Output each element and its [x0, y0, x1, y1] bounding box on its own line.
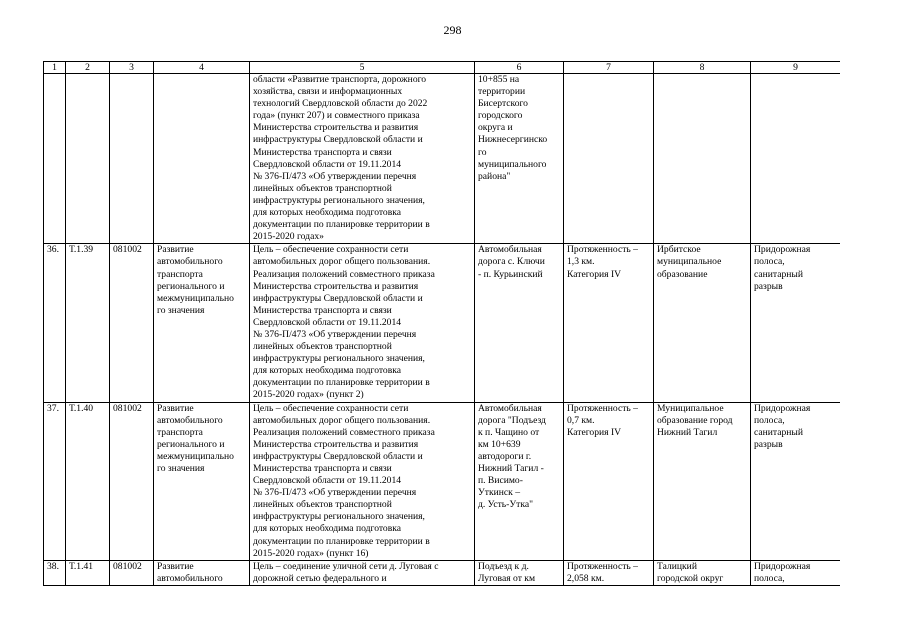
- cell-zone: [751, 74, 841, 244]
- cell-category: Развитие автомобильного транспорта регионального и межмуниципально го значения: [154, 244, 250, 402]
- cell-characteristics: Протяженность – 1,3 км. Категория IV: [564, 244, 654, 402]
- cell-characteristics: Протяженность – 2,058 км.: [564, 560, 654, 585]
- cell-purpose: области «Развитие транспорта, дорожного хозяйства, связи и информационных технологий Свердловской области до 2022 года» (пункт 207) и совместного приказа Министерства строительства и развития инфраструктуры Свердловской области и Министерства транспорта и связи Свердловской области от 19.11.2014 № 376-П/473 «Об утверждении перечня линейных объектов транспортной инфраструктуры регионального значения, для которых необходима подготовка документации по планировке территории в 2015-2020 годах»: [250, 74, 475, 244]
- cell-number: 37.: [44, 402, 66, 560]
- cell-purpose: Цель – соединение уличной сети д. Луговая с дорожной сетью федерального и: [250, 560, 475, 585]
- document-table: [43, 61, 840, 586]
- cell-municipality: Муниципальное образование город Нижний Тагил: [654, 402, 751, 560]
- cell-number: 38.: [44, 560, 66, 585]
- table-row: [44, 74, 841, 244]
- cell-characteristics: Протяженность – 0,7 км. Категория IV: [564, 402, 654, 560]
- cell-category: Развитие автомобильного транспорта регионального и межмуниципально го значения: [154, 402, 250, 560]
- cell-location: Автомобильная дорога с. Ключи - п. Курьинский: [475, 244, 564, 402]
- cell-purpose: Цель – обеспечение сохранности сети автомобильных дорог общего пользования. Реализация положений совместного приказа Министерства строительства и развития инфраструктуры Свердловской области и Министерства транспорта и связи Свердловской области от 19.11.2014 № 376-П/473 «Об утверждении перечня линейных объектов транспортной инфраструктуры регионального значения, для которых необходима подготовка документации по планировке территории в 2015-2020 годах» (пункт 2): [250, 244, 475, 402]
- cell-location: Подъезд к д. Луговая от км: [475, 560, 564, 585]
- cell-category: [154, 74, 250, 244]
- table-row: [44, 560, 841, 585]
- column-header: 4: [154, 62, 250, 74]
- table-row: [44, 402, 841, 560]
- cell-number: 36.: [44, 244, 66, 402]
- cell-code: [66, 74, 110, 244]
- cell-municipality: Талицкий городской округ: [654, 560, 751, 585]
- cell-municipality: Ирбитское муниципальное образование: [654, 244, 751, 402]
- cell-number: [44, 74, 66, 244]
- cell-zone: Придорожная полоса, санитарный разрыв: [751, 244, 841, 402]
- cell-location: Автомобильная дорога "Подъезд к п. Чащино от км 10+639 автодороги г. Нижний Тагил - п. Висимо- Уткинск – д. Усть-Утка": [475, 402, 564, 560]
- cell-characteristics: [564, 74, 654, 244]
- cell-okato: 081002: [110, 560, 154, 585]
- cell-code: Т.1.39: [66, 244, 110, 402]
- cell-location: 10+855 на территории Бисертского городского округа и Нижнесергинско го муниципального района": [475, 74, 564, 244]
- cell-zone: Придорожная полоса, санитарный разрыв: [751, 402, 841, 560]
- column-header: 8: [654, 62, 751, 74]
- cell-code: Т.1.41: [66, 560, 110, 585]
- page-number: 298: [443, 23, 462, 37]
- column-header: 2: [66, 62, 110, 74]
- column-header: 7: [564, 62, 654, 74]
- cell-okato: 081002: [110, 402, 154, 560]
- column-header: 5: [250, 62, 475, 74]
- column-number-row: [44, 62, 841, 74]
- table-viewport: [43, 61, 840, 640]
- cell-purpose: Цель – обеспечение сохранности сети автомобильных дорог общего пользования. Реализация положений совместного приказа Министерства строительства и развития инфраструктуры Свердловской области и Министерства транспорта и связи Свердловской области от 19.11.2014 № 376-П/473 «Об утверждении перечня линейных объектов транспортной инфраструктуры регионального значения, для которых необходима подготовка документации по планировке территории в 2015-2020 годах» (пункт 16): [250, 402, 475, 560]
- table-row: [44, 244, 841, 402]
- cell-municipality: [654, 74, 751, 244]
- cell-okato: [110, 74, 154, 244]
- cell-okato: 081002: [110, 244, 154, 402]
- cell-code: Т.1.40: [66, 402, 110, 560]
- cell-category: Развитие автомобильного: [154, 560, 250, 585]
- column-header: 6: [475, 62, 564, 74]
- column-header: 9: [751, 62, 841, 74]
- column-header: 3: [110, 62, 154, 74]
- column-header: 1: [44, 62, 66, 74]
- cell-zone: Придорожная полоса,: [751, 560, 841, 585]
